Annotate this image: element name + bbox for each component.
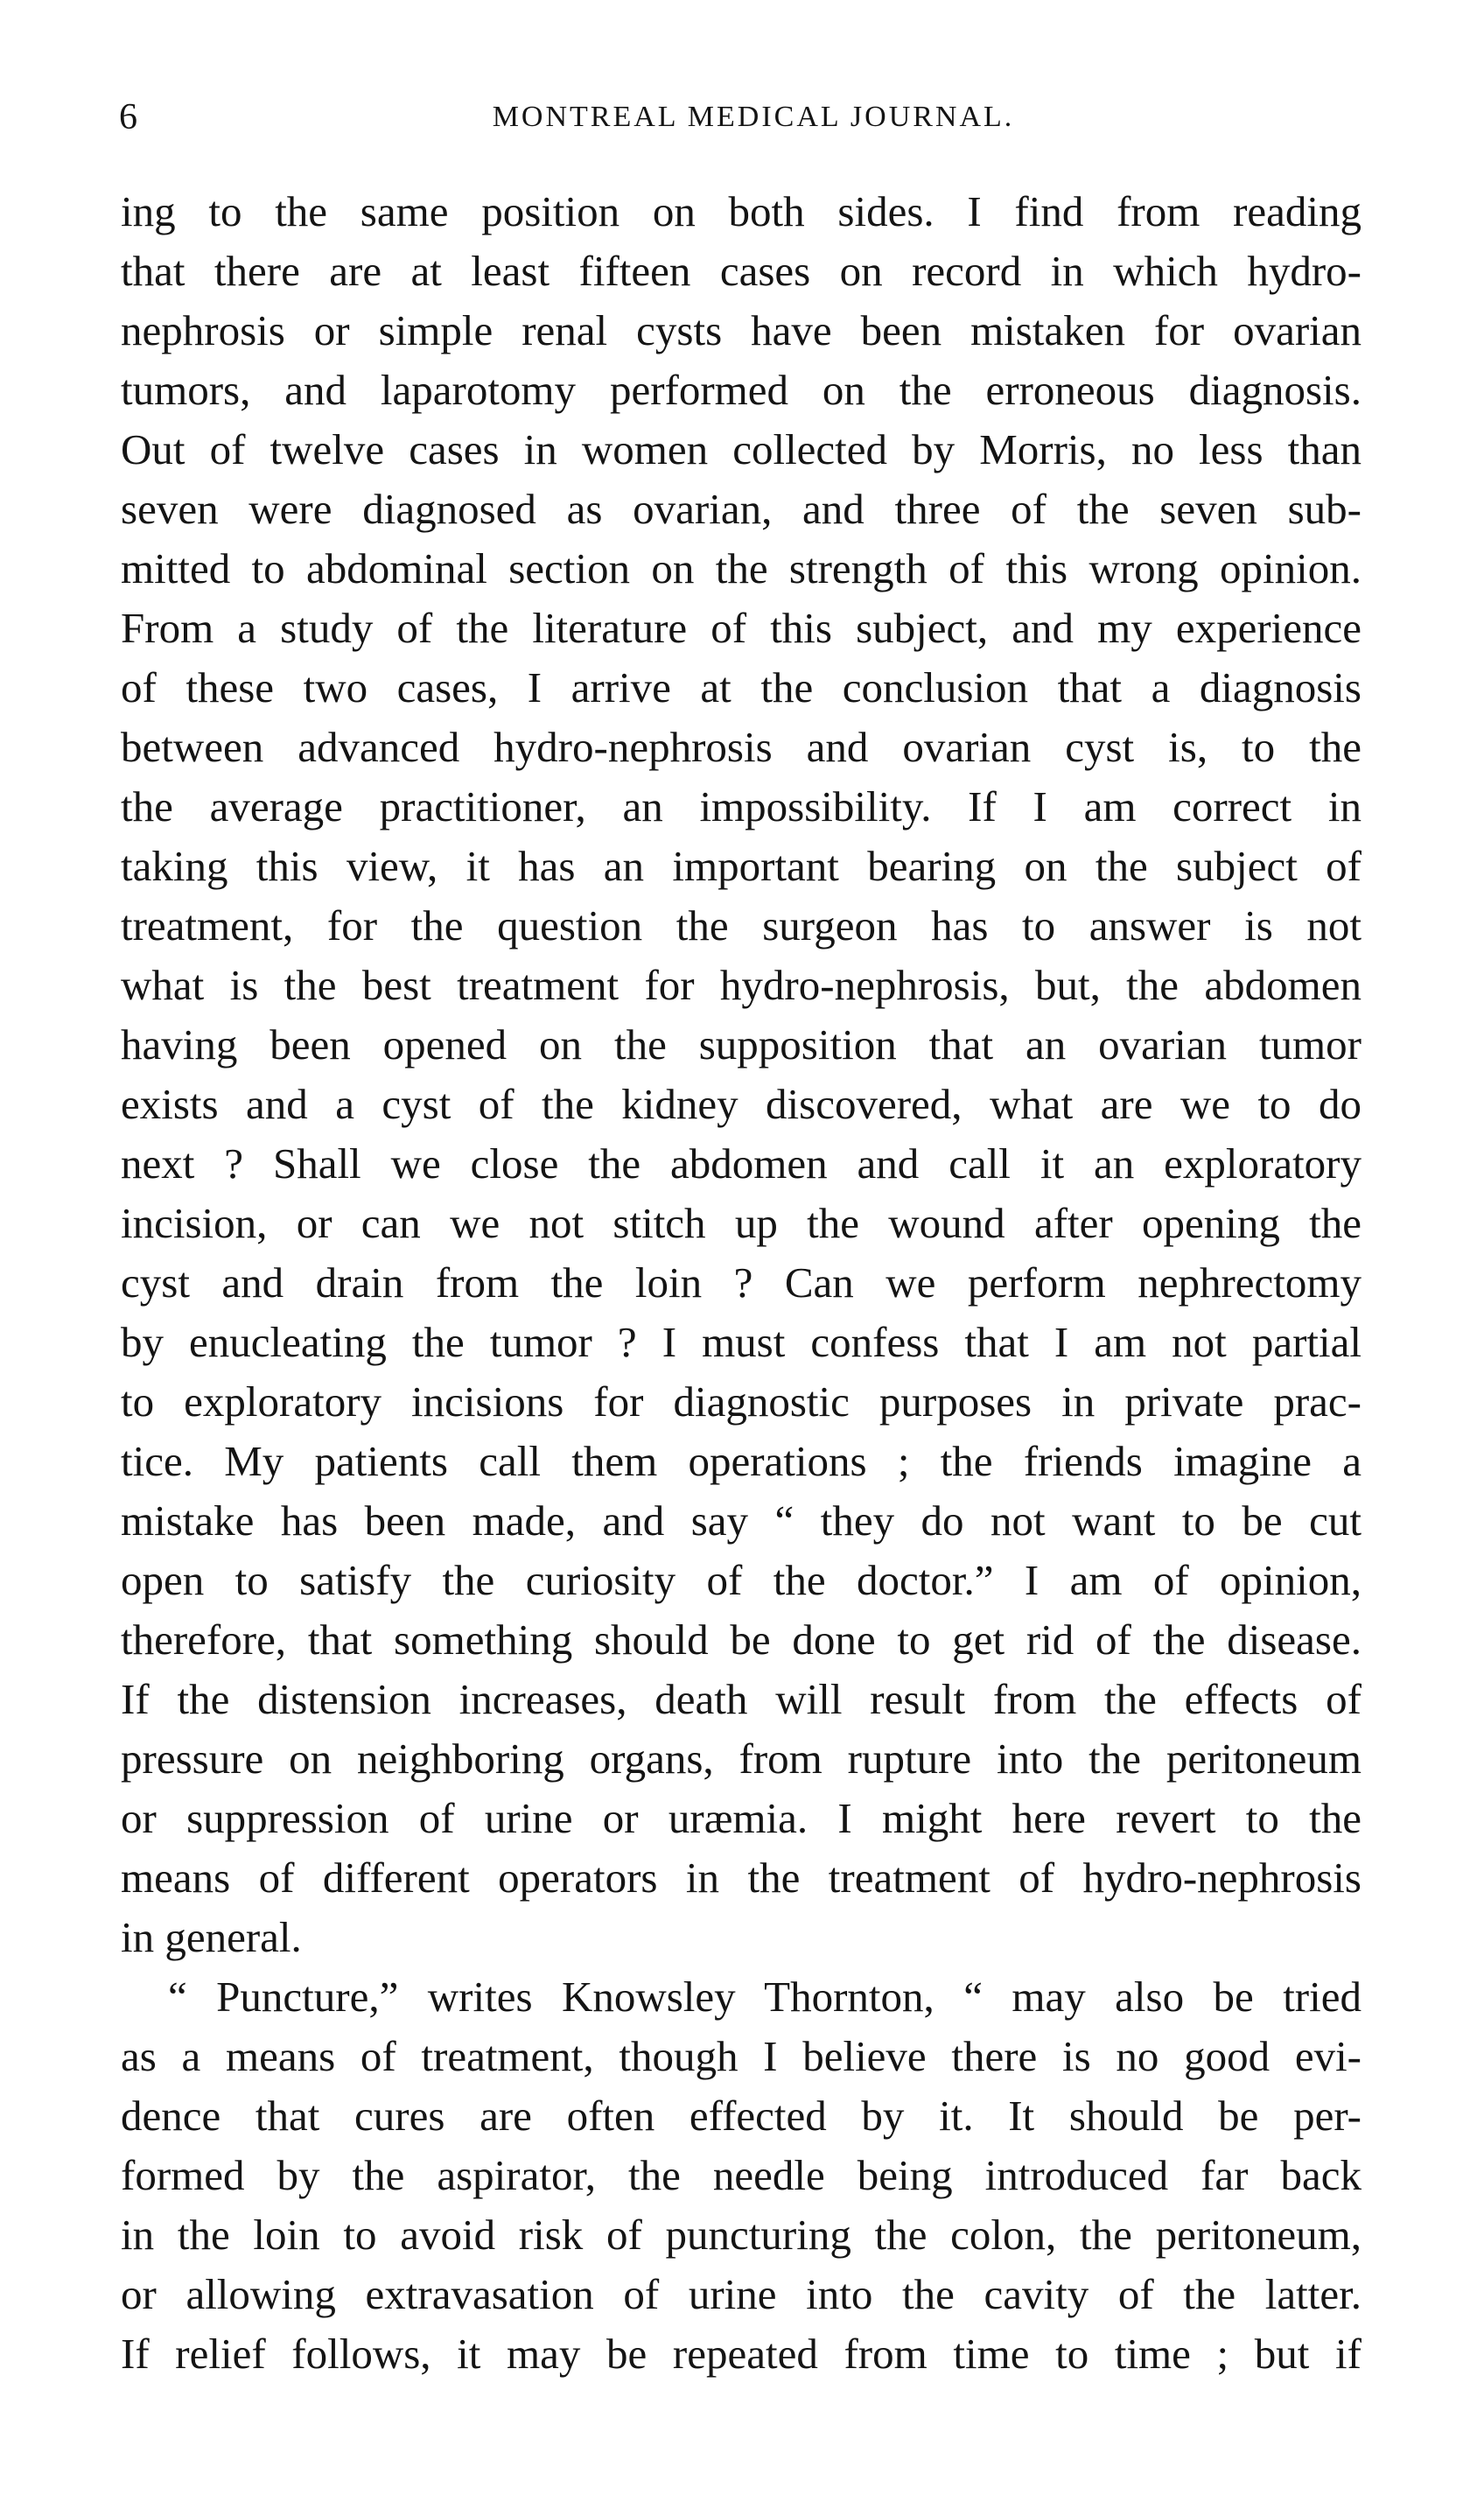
- text-line: in general.: [121, 1913, 302, 1961]
- text-line: open to satisfy the curiosity of the doctor.” I am of opinion,: [121, 1556, 1362, 1604]
- text-line: If relief follows, it may be repeated from time to time ; but if: [121, 2330, 1362, 2378]
- text-line: Out of twelve cases in women collected by Morris, no less than: [121, 425, 1362, 473]
- text-line: exists and a cyst of the kidney discovered, what are we to do: [121, 1080, 1362, 1128]
- page-number: 6: [119, 97, 137, 137]
- text-line: as a means of treatment, though I believe there is no good evi-: [121, 2032, 1362, 2080]
- text-line: by enucleating the tumor ? I must confess that I am not partial: [121, 1318, 1362, 1366]
- text-line: what is the best treatment for hydro-nephrosis, but, the abdomen: [121, 961, 1362, 1009]
- text-line: therefore, that something should be done to get rid of the disease.: [121, 1615, 1362, 1664]
- text-line: or allowing extravasation of urine into the cavity of the latter.: [121, 2270, 1362, 2318]
- text-line: next ? Shall we close the abdomen and call it an exploratory: [121, 1139, 1362, 1188]
- journal-title: MONTREAL MEDICAL JOURNAL.: [492, 101, 1015, 133]
- text-line: nephrosis or simple renal cysts have been mistaken for ovarian: [121, 306, 1362, 354]
- text-line: pressure on neighboring organs, from rupture into the peritoneum: [121, 1735, 1362, 1783]
- text-line: that there are at least fifteen cases on record in which hydro-: [121, 247, 1362, 295]
- text-line: formed by the aspirator, the needle being introduced far back: [121, 2151, 1362, 2199]
- text-line: mitted to abdominal section on the strength of this wrong opinion.: [121, 544, 1362, 592]
- text-line: “ Puncture,” writes Knowsley Thornton, “ may also be tried: [168, 1973, 1362, 2021]
- text-line: If the distension increases, death will result from the effects of: [121, 1675, 1362, 1723]
- text-line: ing to the same position on both sides. I find from reading: [121, 187, 1362, 235]
- text-line: tumors, and laparotomy performed on the erroneous diagnosis.: [121, 366, 1362, 414]
- text-line: seven were diagnosed as ovarian, and three of the seven sub-: [121, 485, 1362, 533]
- text-line: tice. My patients call them operations ; the friends imagine a: [121, 1437, 1362, 1485]
- text-line: cyst and drain from the loin ? Can we perform nephrectomy: [121, 1258, 1362, 1307]
- text-line: or suppression of urine or uræmia. I might here revert to the: [121, 1794, 1362, 1842]
- text-line: treatment, for the question the surgeon has to answer is not: [121, 901, 1362, 950]
- body-text: [121, 182, 1362, 2384]
- text-line: in the loin to avoid risk of puncturing the colon, the peritoneum,: [121, 2211, 1362, 2259]
- text-line: having been opened on the supposition that an ovarian tumor: [121, 1020, 1362, 1069]
- text-line: to exploratory incisions for diagnostic purposes in private prac-: [121, 1377, 1362, 1426]
- text-line: incision, or can we not stitch up the wound after opening the: [121, 1199, 1362, 1247]
- text-line: From a study of the literature of this subject, and my experience: [121, 604, 1362, 652]
- text-line: mistake has been made, and say “ they do not want to be cut: [121, 1496, 1362, 1545]
- text-line: dence that cures are often effected by it. It should be per-: [121, 2092, 1362, 2140]
- text-line: between advanced hydro-nephrosis and ovarian cyst is, to the: [121, 723, 1362, 771]
- running-head: [119, 91, 1362, 144]
- text-line: means of different operators in the treatment of hydro-nephrosis: [121, 1854, 1362, 1902]
- text-line: taking this view, it has an important bearing on the subject of: [121, 842, 1362, 890]
- text-line: the average practitioner, an impossibility. If I am correct in: [121, 782, 1362, 830]
- text-line: of these two cases, I arrive at the conclusion that a diagnosis: [121, 663, 1362, 711]
